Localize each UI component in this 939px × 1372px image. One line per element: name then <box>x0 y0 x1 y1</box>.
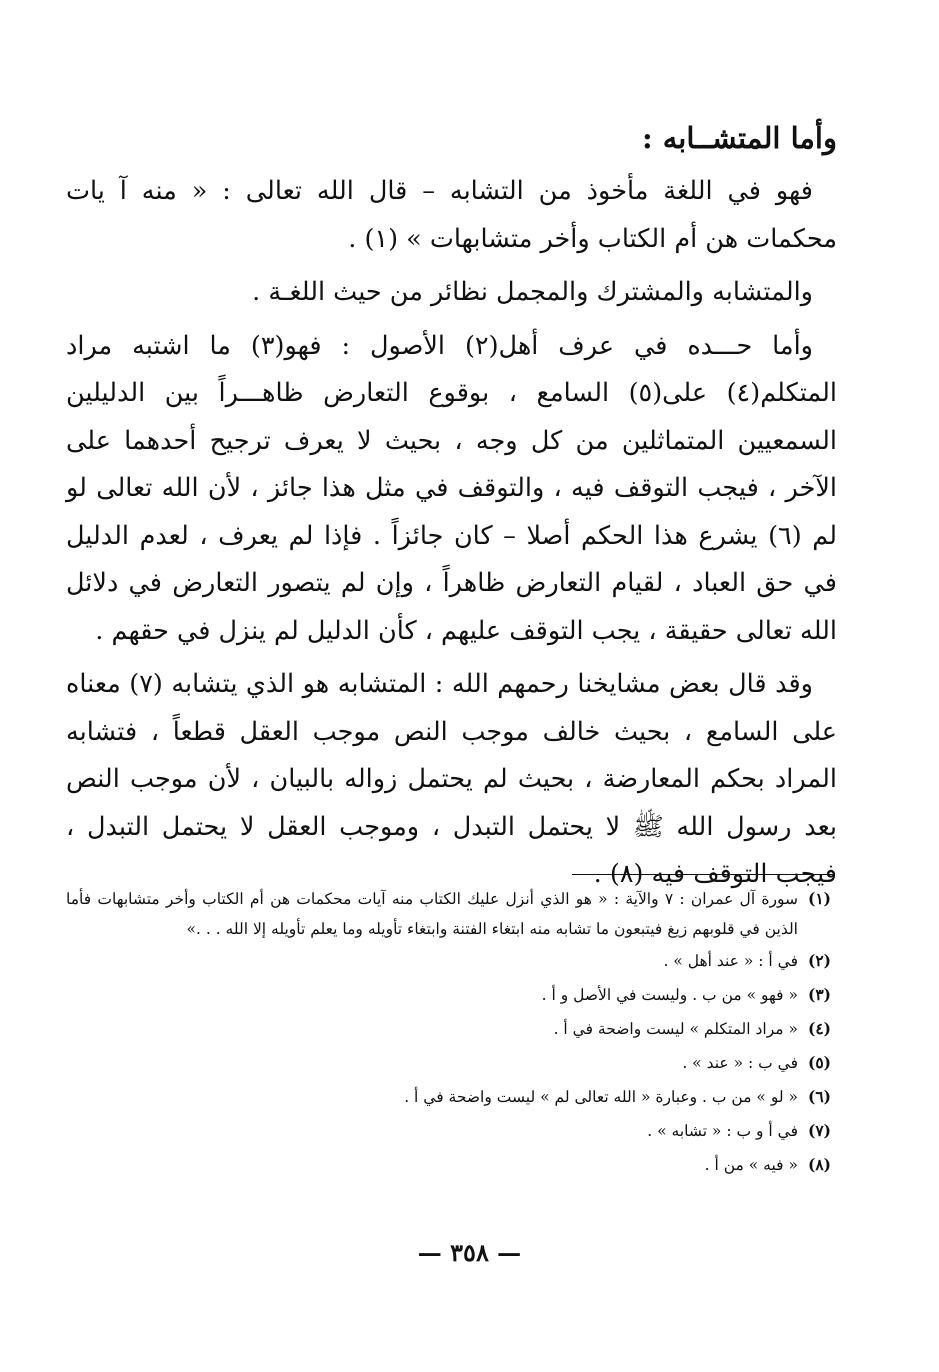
paragraph-technical-definition: وأما حـــده في عرف أهل(٢) الأصول : فهو(٣) ما اشتبه مراد المتكلم(٤) على(٥) السامع ، بوقوع التعارض ظاهـــراً بين الدليلين السمعيين المتماثلين من كل وجه ، بحيث لا يعرف ترجيح أحدهما على الآخر ، فيجب التوقف فيه ، والتوقف في مثل هذا جائز ، لأن الله تعالى لو لم (٦) يشرع هذا الحكم أصلا – كان جائزاً . فإذا لم يعرف ، لعدم الدليل في حق العباد ، لقيام التعارض ظاهراً ، وإن لم يتصور التعارض في دلائل الله تعالى حقيقة ، يجب التوقف عليهم ، كأن الدليل لم ينزل في حقهم . <box>66 330 838 646</box>
footnote-number: (٥) <box>807 1053 831 1072</box>
footnote-text: في أ و ب : « تشابه » . <box>647 1122 798 1140</box>
footnote-text: في ب : « عند » . <box>682 1054 798 1072</box>
footnote <box>66 1012 831 1046</box>
footnote <box>66 1114 831 1148</box>
footnote <box>66 1148 831 1182</box>
main-text <box>66 112 837 905</box>
footnote-number: (٦) <box>807 1087 831 1106</box>
footnote <box>66 882 831 944</box>
footnote <box>66 944 831 978</box>
footnote-text: في أ : « عند أهل » . <box>663 952 798 970</box>
section-heading: وأما المتشــابه : <box>641 121 837 155</box>
footnote-separator <box>572 874 834 875</box>
footnote-number: (٣) <box>807 985 831 1004</box>
footnote <box>66 1046 831 1080</box>
footnote-number: (٨) <box>807 1155 831 1174</box>
footnote-number: (١) <box>807 889 831 908</box>
footnote-text: « فهو » من ب . وليست في الأصل و أ . <box>541 986 798 1004</box>
paragraph-definition-language: فهو في اللغة مأخوذ من التشابه – قال الله تعالى : « منه آ يات محكمات هن أم الكتاب وأخر متشابهات » (١) . <box>66 176 837 254</box>
footnote-text: « لو » من ب . وعبارة « الله تعالى لم » ليست واضحة في أ . <box>404 1088 798 1106</box>
footnote-number: (٧) <box>807 1121 831 1140</box>
page-number: — ٣٥٨ — <box>417 1238 522 1267</box>
footnote <box>66 978 831 1012</box>
paragraph-synonyms: والمتشابه والمشترك والمجمل نظائر من حيث اللغـة . <box>252 277 813 307</box>
footnote-text: سورة آل عمران : ٧ والآية : « هو الذي أنزل عليك الكتاب منه آيات محكمات هن أم الكتاب وأخر متشابهات فأما الذين في قلوبهم زيغ فيتبعون ما تشابه منه ابتغاء الفتنة وابتغاء تأويله وما يعلم تأويله إلا الله . . .» <box>66 890 798 938</box>
footnote <box>66 1080 831 1114</box>
footnote-number: (٤) <box>807 1019 831 1038</box>
footnote-text: « فيه » من أ . <box>704 1156 798 1174</box>
footnote-text: « مراد المتكلم » ليست واضحة في أ . <box>553 1020 798 1038</box>
footnotes <box>66 882 831 1182</box>
footnote-number: (٢) <box>807 951 831 970</box>
paragraph-scholars-view: وقد قال بعض مشايخنا رحمهم الله : المتشابه هو الذي يتشابه (٧) معناه على السامع ، بحيث خالف موجب النص موجب العقل قطعاً ، فتشابه المراد بحكم المعارضة ، بحيث لم يحتمل زواله بالبيان ، لأن موجب النص بعد رسول الله ﷺ لا يحتمل التبدل ، وموجب العقل لا يحتمل التبدل ، فيجب التوقف فيه (٨) . <box>66 669 837 889</box>
